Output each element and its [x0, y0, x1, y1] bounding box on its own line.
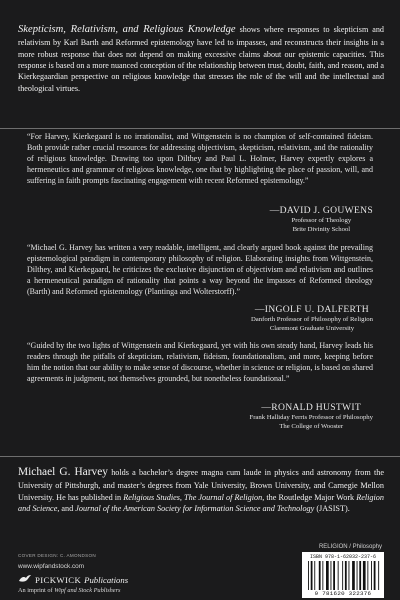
bio-text: , and	[57, 504, 76, 514]
endorsement-text: “For Harvey, Kierkegaard is no irrationalist, and Wittgenstein is no champion of self-contained fideism. Both provide rather crucial resources for addressing objectivism, skepticism, relativism, and the rationality of religious knowledge. Drawing too upon Dilthey and Paul L. Holmer, Harvey expertly explores a hermeneutics and grammar of religious knowledge, one that by highlighting the place of passion, will, and suffering in faith prompts fascinating engagement with recent Reformed epistemology.”	[27, 132, 373, 185]
isbn-label: ISBN 978-1-62032-237-6	[309, 554, 376, 560]
publisher-series: Publications	[84, 575, 129, 585]
endorsement-text: “Michael G. Harvey has written a very readable, intelligent, and clearly argued book against the prevailing epistemological paradigm in contemporary philosophy of religion. Elaborating insights from Wittgenstein, Dilthey, and Kierkegaard, he criticizes the exclusive disjunction of objectivism and relativism and outlines a hermeneutical paradigm of rationality that points a way beyond the impasses of Reformed theology (Barth) and Reformed epistemology (Plantinga and Wolterstorff).”	[27, 243, 373, 296]
book-title: Skepticism, Relativism, and Religious Knowledge	[18, 24, 236, 35]
endorsement-attribution	[249, 402, 373, 431]
bio-text: , the Routledge Major Work	[262, 492, 357, 502]
endorser-name: —RONALD HUSTWIT	[261, 402, 362, 413]
barcode-bars	[308, 561, 380, 590]
endorser-title: Professor of Theology	[291, 217, 352, 224]
book-description	[18, 22, 384, 94]
publisher-website: www.wipfandstock.com	[18, 563, 85, 570]
endorsement-attribution	[270, 205, 373, 234]
bird-icon	[18, 574, 32, 586]
author-bio	[18, 464, 384, 515]
journal-title: Religious Studies, The Journal of Religion	[123, 492, 263, 502]
imprint-line	[18, 587, 121, 594]
endorser-name: —INGOLF U. DALFERTH	[254, 304, 370, 315]
imprint-parent: Wipf and Stock Publishers	[54, 587, 121, 594]
bio-text: holds a bachelor’s degree magna cum laude in physics and astronomy from the University of Pittsburgh, and master’s degrees from Yale University, Brown University, and Carnegie Mellon University. He has published in	[18, 468, 384, 502]
endorser-title: Frank Halliday Ferris Professor of Philosophy	[249, 414, 373, 421]
endorsement-text: “Guided by the two lights of Wittgenstein and Kierkegaard, yet with his own steady hand, Harvey leads his readers through the pitfalls of skepticism, relativism, fideism, foundationalism, and more, keeping before him the notion that our ability to make sense of discourse, whether in science or religion, is based on shared agreements in judgment, not themselves grounded, but nonetheless foundational.”	[27, 341, 373, 383]
divider	[0, 456, 400, 457]
endorser-affiliation: Brite Divinity School	[292, 226, 351, 234]
work-title: Religion and Science	[18, 492, 384, 514]
endorsement-attribution	[251, 304, 373, 333]
imprint-prefix: An imprint of	[18, 587, 55, 594]
subject-category: RELIGION / Philosophy	[318, 544, 382, 550]
cover-design-credit: COVER DESIGN: C. AMONDSON	[18, 553, 96, 558]
isbn-barcode	[302, 552, 384, 598]
publisher-logo	[18, 574, 128, 586]
journal-title: Journal of the American Society for Information Science and Technology	[75, 504, 315, 514]
endorser-title: Danforth Professor of Philosophy of Religion	[250, 316, 373, 323]
endorser-affiliation: Claremont Graduate University	[269, 325, 355, 333]
bio-text: (JASIST).	[314, 504, 350, 514]
isbn-number: 9 781620 322376	[314, 590, 372, 597]
divider	[0, 128, 400, 129]
author-name: Michael G. Harvey	[18, 466, 108, 478]
publisher-name: PICKWICK	[35, 575, 82, 585]
endorser-name: —DAVID J. GOUWENS	[269, 205, 373, 216]
description-text: shows where responses to skepticism and relativism by Karl Barth and Reformed epistemology have led to impasses, and reconstructs their insights in a more robust response that does not depend on making excessive claims about our epistemic capacities. This response is based on a more nuanced conception of the relationship between trust, doubt, faith, and reason, and a Kierkegaardian perspective on religious knowledge that stresses the role of the will and the intellectual and theological virtues.	[18, 25, 384, 93]
endorser-affiliation: The College of Wooster	[279, 423, 344, 431]
